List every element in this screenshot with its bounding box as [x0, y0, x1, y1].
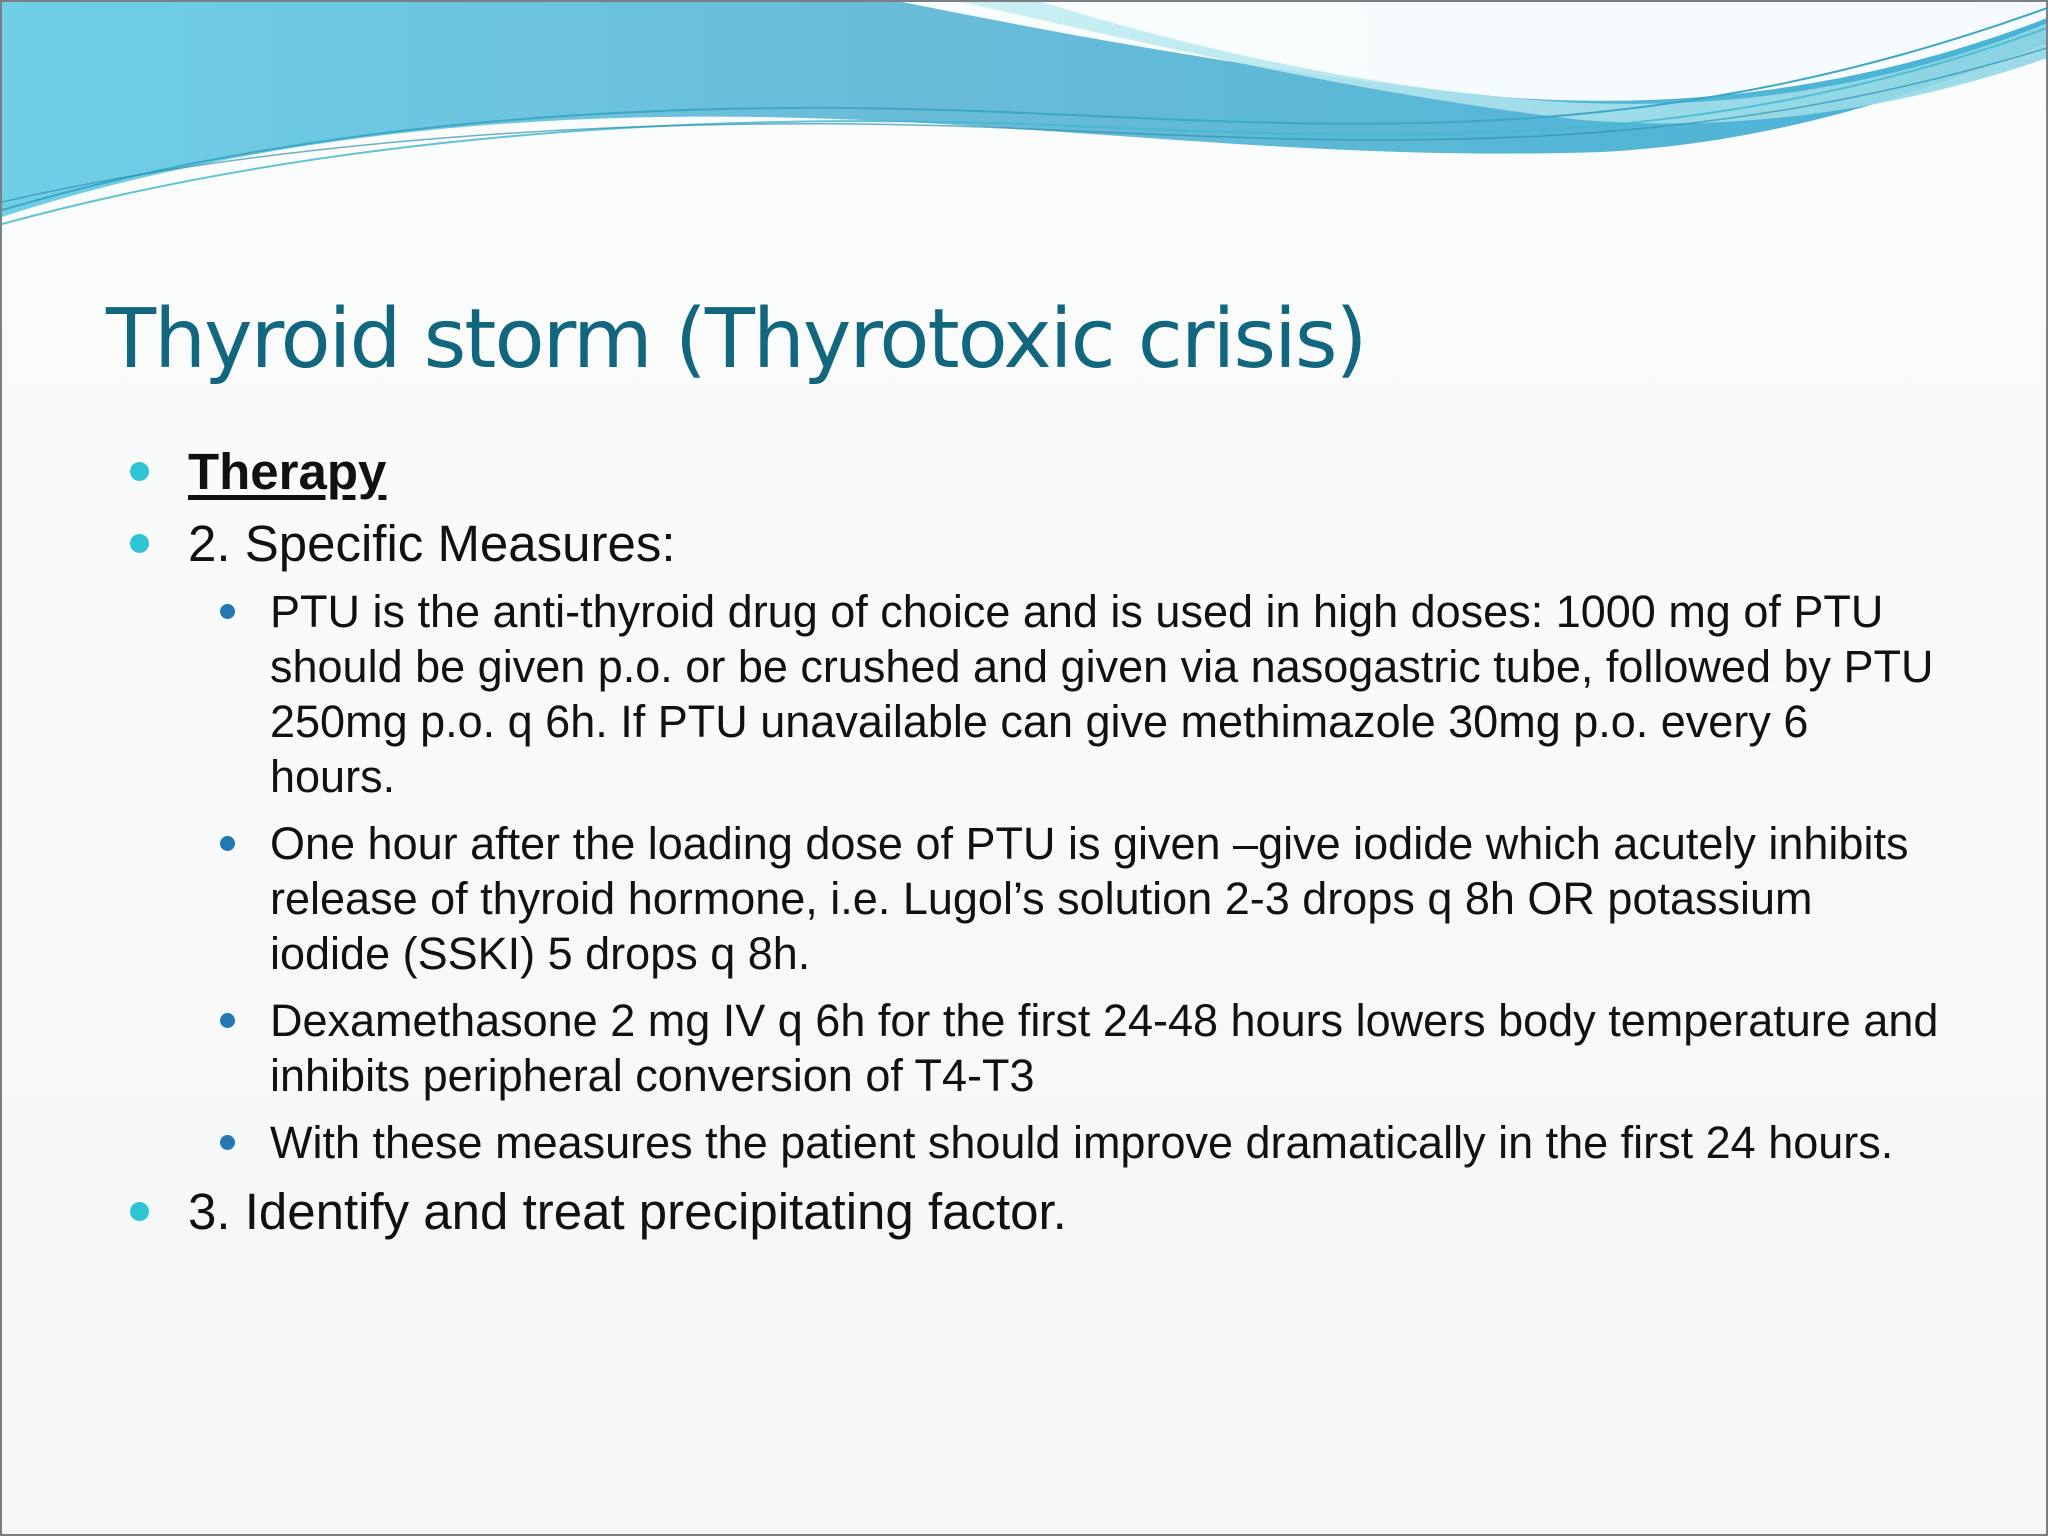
bullet-dot-icon — [130, 534, 149, 553]
bullet-list — [122, 442, 1942, 1254]
sub-bullet-improvement — [122, 1115, 1942, 1170]
bullet-therapy — [122, 442, 1942, 502]
sub-bullet-dot-icon — [220, 604, 235, 619]
sub-bullet-text: With these measures the patient should improve dramatically in the first 24 hours. — [270, 1117, 1894, 1168]
bullet-text: 2. Specific Measures: — [188, 515, 676, 572]
slide-title: Thyroid storm (Thyrotoxic crisis) — [106, 292, 1366, 387]
bullet-specific-measures — [122, 514, 1942, 574]
sub-bullet-dot-icon — [220, 836, 235, 851]
sub-bullet-dot-icon — [220, 1013, 235, 1028]
sub-bullet-dot-icon — [220, 1135, 235, 1150]
sub-bullet-dexamethasone — [122, 993, 1942, 1103]
sub-bullet-text: Dexamethasone 2 mg IV q 6h for the first 24-48 hours lowers body temperature and inhibits peripheral conversion of T4-T3 — [270, 995, 1939, 1101]
sub-bullet-text: PTU is the anti-thyroid drug of choice and is used in high doses: 1000 mg of PTU should be given p.o. or be crushed and given via nasogastric tube, followed by PTU 250mg p.o. q 6h. If PTU unavailable can give methimazole 30mg p.o. every 6 hours. — [270, 586, 1934, 802]
bullet-text: Therapy — [188, 443, 387, 500]
bullet-dot-icon — [130, 1202, 149, 1221]
bullet-precipitating-factor — [122, 1182, 1942, 1242]
sub-bullet-iodide — [122, 816, 1942, 981]
bullet-text: 3. Identify and treat precipitating factor. — [188, 1183, 1067, 1240]
sub-bullet-list — [122, 584, 1942, 1170]
sub-bullet-ptu — [122, 584, 1942, 804]
bullet-dot-icon — [130, 462, 149, 481]
wave-header-decoration — [2, 2, 2048, 242]
sub-bullet-text: One hour after the loading dose of PTU is given –give iodide which acutely inhibits release of thyroid hormone, i.e. Lugol’s solution 2-3 drops q 8h OR potassium iodide (SSKI) 5 drops q 8h. — [270, 818, 1909, 979]
